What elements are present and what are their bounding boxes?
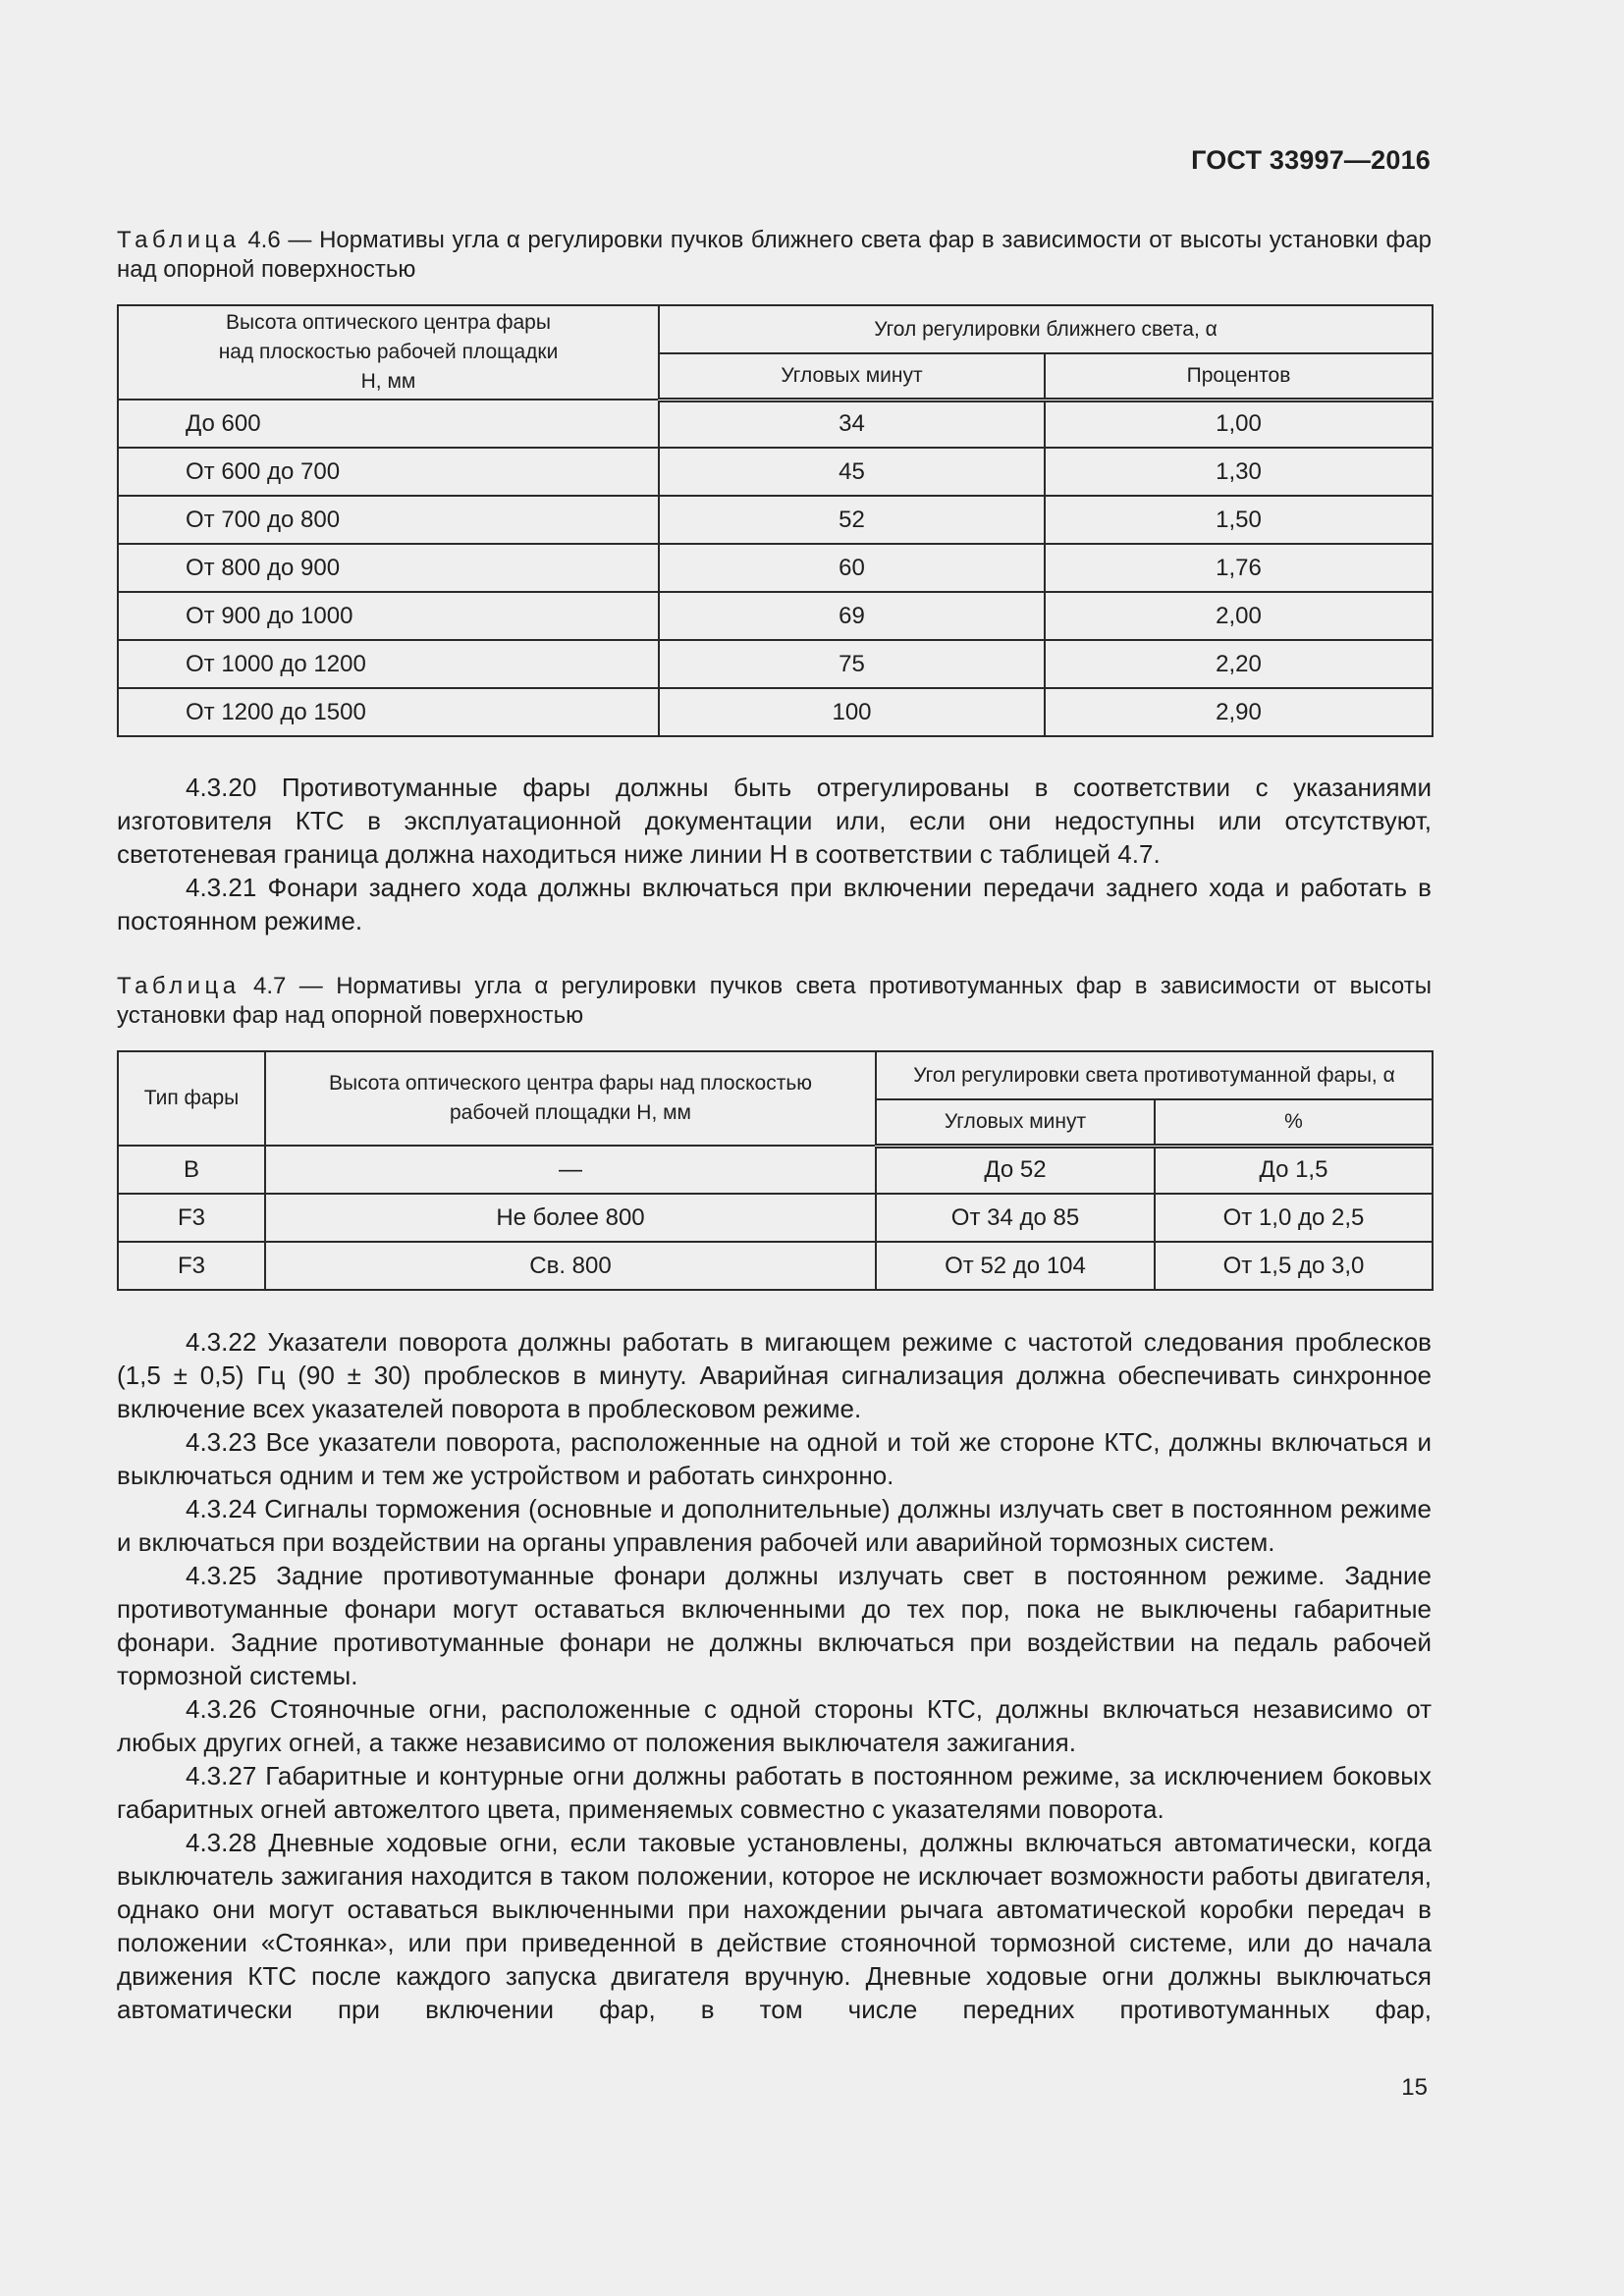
cell-percent: 2,00 — [1045, 592, 1433, 640]
cell-minutes: 100 — [659, 688, 1045, 736]
table-4-6-caption — [117, 226, 1432, 285]
cell-height: От 700 до 800 — [118, 496, 659, 544]
table-row — [118, 1194, 1433, 1242]
paragraph-4-3-22: 4.3.22 Указатели поворота должны работать в мигающем режиме с частотой следования проблесков (1,5 ± 0,5) Гц (90 ± 30) проблесков в минуту. Аварийная сигнализация должна обеспечивать синхронное включение всех указателей поворота в проблесковом режиме. — [117, 1327, 1432, 1423]
table-label: Таблица — [117, 227, 241, 253]
column-header-minutes: Угловых минут — [659, 353, 1045, 400]
cell-height: Не более 800 — [265, 1194, 876, 1242]
table-row — [118, 640, 1433, 688]
cell-percent: От 1,5 до 3,0 — [1155, 1242, 1433, 1290]
cell-height: От 1200 до 1500 — [118, 688, 659, 736]
table-row — [118, 400, 1433, 448]
column-header-angle: Угол регулировки света противотуманной фары, α — [876, 1051, 1433, 1099]
table-4-7 — [117, 1050, 1434, 1291]
column-header-height: Высота оптического центра фары над плоскостью рабочей площадки H, мм — [118, 305, 659, 400]
paragraph-4-3-21: 4.3.21 Фонари заднего хода должны включаться при включении передачи заднего хода и работать в постоянном режиме. — [117, 873, 1432, 935]
cell-height: От 900 до 1000 — [118, 592, 659, 640]
paragraph-4-3-26: 4.3.26 Стояночные огни, расположенные с одной стороны КТС, должны включаться независимо от любых других огней, а также независимо от положения выключателя зажигания. — [117, 1694, 1432, 1757]
paragraphs-block-b — [117, 1325, 1432, 2026]
cell-minutes: 34 — [659, 400, 1045, 448]
cell-type: B — [118, 1146, 265, 1194]
paragraph-4-3-28: 4.3.28 Дневные ходовые огни, если таковые установлены, должны включаться автоматически, когда выключатель зажигания находится в таком положении, которое не исключает возможности работы двигателя, однако они могут оставаться выключенными при нахождении рычага автоматической коробки передач в положении «Стоянка», или при приведенной в действие стояночной тормозной системе, или до начала движения КТС после каждого запуска двигателя вручную. Дневные ходовые огни должны выключаться автоматически при включении фар, в том числе передних противотуманных фар, — [117, 1828, 1432, 2024]
table-row — [118, 592, 1433, 640]
cell-type: F3 — [118, 1194, 265, 1242]
column-header-height: Высота оптического центра фары над плоскостью рабочей площадки H, мм — [265, 1051, 876, 1146]
cell-type: F3 — [118, 1242, 265, 1290]
page-number: 15 — [1401, 2074, 1428, 2101]
cell-percent: 1,30 — [1045, 448, 1433, 496]
cell-height: Св. 800 — [265, 1242, 876, 1290]
column-header-type: Тип фары — [118, 1051, 265, 1146]
table-row — [118, 1242, 1433, 1290]
cell-minutes: До 52 — [876, 1146, 1155, 1194]
standard-header: ГОСТ 33997—2016 — [1191, 145, 1431, 175]
table-row — [118, 496, 1433, 544]
column-header-angle: Угол регулировки ближнего света, α — [659, 305, 1433, 353]
table-row — [118, 1146, 1433, 1194]
cell-minutes: 45 — [659, 448, 1045, 496]
table-row — [118, 688, 1433, 736]
cell-percent: До 1,5 — [1155, 1146, 1433, 1194]
column-header-minutes: Угловых минут — [876, 1099, 1155, 1146]
cell-height: От 600 до 700 — [118, 448, 659, 496]
column-header-percent: Процентов — [1045, 353, 1433, 400]
paragraph-4-3-20: 4.3.20 Противотуманные фары должны быть отрегулированы в соответствии с указаниями изготовителя КТС в эксплуатационной документации или, если они недоступны или отсутствуют, светотеневая граница должна находиться ниже линии H в соответствии с таблицей 4.7. — [117, 773, 1432, 869]
paragraphs-block-a — [117, 771, 1432, 937]
cell-percent: 1,50 — [1045, 496, 1433, 544]
cell-height: От 1000 до 1200 — [118, 640, 659, 688]
cell-height: От 800 до 900 — [118, 544, 659, 592]
column-header-percent: % — [1155, 1099, 1433, 1146]
cell-minutes: 52 — [659, 496, 1045, 544]
cell-percent: 2,90 — [1045, 688, 1433, 736]
table-4-7-caption — [117, 972, 1432, 1031]
cell-height: — — [265, 1146, 876, 1194]
cell-percent: От 1,0 до 2,5 — [1155, 1194, 1433, 1242]
cell-minutes: От 52 до 104 — [876, 1242, 1155, 1290]
paragraph-4-3-24: 4.3.24 Сигналы торможения (основные и дополнительные) должны излучать свет в постоянном режиме и включаться при воздействии на органы управления рабочей или аварийной тормозных систем. — [117, 1494, 1432, 1557]
cell-percent: 1,76 — [1045, 544, 1433, 592]
cell-percent: 2,20 — [1045, 640, 1433, 688]
cell-minutes: 69 — [659, 592, 1045, 640]
cell-minutes: 75 — [659, 640, 1045, 688]
table-row — [118, 448, 1433, 496]
paragraph-4-3-27: 4.3.27 Габаритные и контурные огни должны работать в постоянном режиме, за исключением боковых габаритных огней автожелтого цвета, применяемых совместно с указателями поворота. — [117, 1761, 1432, 1824]
cell-percent: 1,00 — [1045, 400, 1433, 448]
cell-minutes: От 34 до 85 — [876, 1194, 1155, 1242]
cell-height: До 600 — [118, 400, 659, 448]
cell-minutes: 60 — [659, 544, 1045, 592]
paragraph-4-3-25: 4.3.25 Задние противотуманные фонари должны излучать свет в постоянном режиме. Задние противотуманные фонари могут оставаться включенными до тех пор, пока не выключены габаритные фонари. Задние противотуманные фонари не должны включаться при воздействии на педаль рабочей тормозной системы. — [117, 1561, 1432, 1690]
table-4-6 — [117, 304, 1434, 737]
table-label: Таблица — [117, 973, 241, 999]
table-row — [118, 544, 1433, 592]
paragraph-4-3-23: 4.3.23 Все указатели поворота, расположенные на одной и той же стороне КТС, должны включаться и выключаться одним и тем же устройством и работать синхронно. — [117, 1427, 1432, 1490]
table-caption-text: 4.6 — Нормативы угла α регулировки пучков ближнего света фар в зависимости от высоты установки фар над опорной поверхностью — [117, 227, 1432, 283]
table-caption-text: 4.7 — Нормативы угла α регулировки пучков света противотуманных фар в зависимости от высоты установки фар над опорной поверхностью — [117, 973, 1432, 1029]
